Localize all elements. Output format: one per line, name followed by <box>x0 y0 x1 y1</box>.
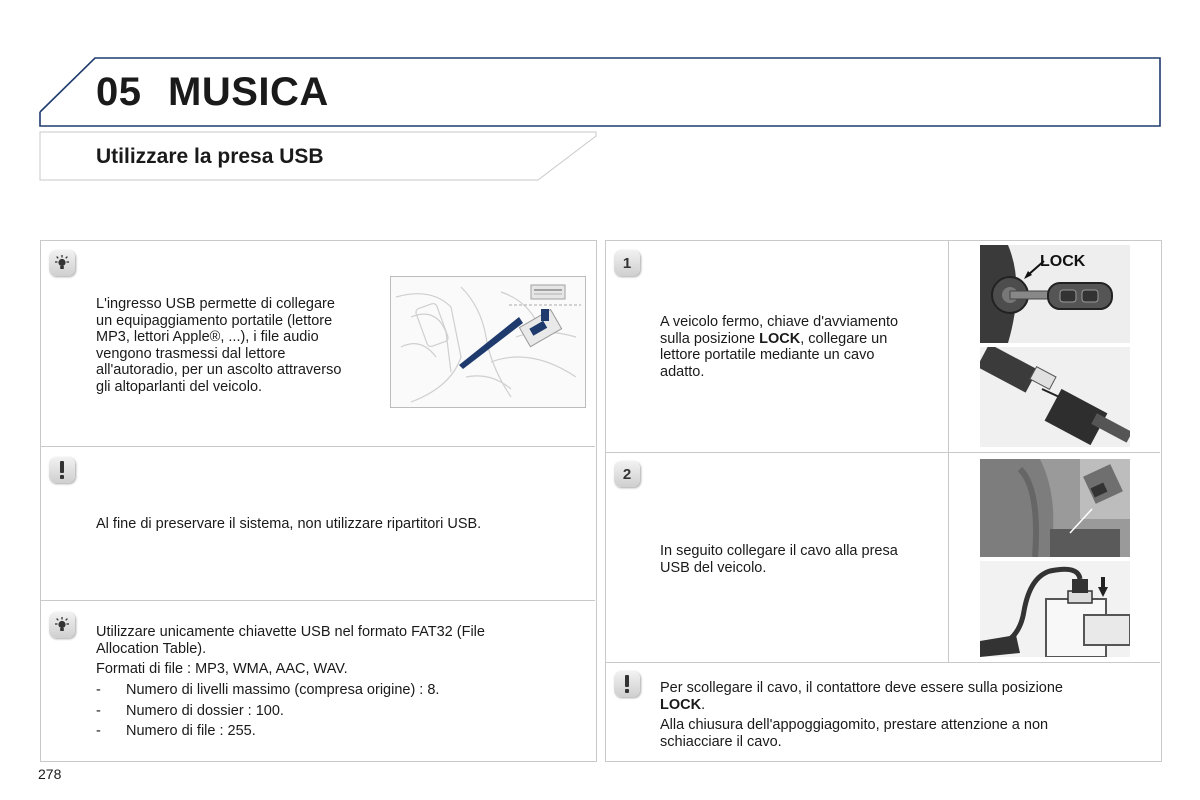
chapter-number: 05 <box>96 70 142 114</box>
step-1-badge: 1 <box>614 250 640 276</box>
step-2-text: In seguito collegare il cavo alla presa USB del veicolo. <box>660 543 898 576</box>
lightbulb-icon <box>49 612 75 638</box>
usb-console-illustration <box>390 276 586 408</box>
usb-plug-insert-image <box>980 561 1130 657</box>
tip-fat32-text: Utilizzare unicamente chiavette USB nel formato FAT32 (File Allocation Table). Formati di file : MP3, WMA, AAC, WAV. <box>96 624 485 677</box>
tip-usb-text: L'ingresso USB permette di collegare un equipaggiamento portatile (lettore MP3, lettori Apple®, ...), i file audio vengono trasmessi dal lettore all'autoradio, per un ascolto attraverso gli altoparlanti del veicolo. <box>96 296 342 395</box>
chapter-title: MUSICA <box>168 70 329 114</box>
exclamation-icon <box>49 457 75 483</box>
left-divider-2 <box>41 600 595 601</box>
right-divider-1 <box>606 452 1160 453</box>
step-1-text: A veicolo fermo, chiave d'avviamento sulla posizione LOCK, collegare un lettore portatile mediante un cavo adatto. <box>660 314 899 380</box>
step-2-badge: 2 <box>614 461 640 487</box>
section-title: Utilizzare la presa USB <box>96 145 324 168</box>
lightbulb-icon <box>49 250 75 276</box>
warning-usb-splitter-text: Al fine di preservare il sistema, non utilizzare ripartitori USB. <box>96 516 482 532</box>
list-item: - Numero di livelli massimo (compresa origine) : 8. <box>96 682 440 698</box>
list-item: - Numero di file : 255. <box>96 723 256 739</box>
file-limits-list <box>96 682 566 740</box>
right-divider-2 <box>606 662 1160 663</box>
usb-cable-connector-image <box>980 347 1130 447</box>
ignition-key-lock-image <box>980 245 1130 343</box>
page-number: 278 <box>38 766 62 782</box>
warning-disconnect-text: Per scollegare il cavo, il contattore deve essere sulla posizione LOCK. Alla chiusura dell'appoggiagomito, prestare attenzione a non schiacciare il cavo. <box>660 680 1063 750</box>
left-divider-1 <box>41 446 595 447</box>
svg-text:LOCK: LOCK <box>1040 253 1086 270</box>
armrest-usb-image <box>980 459 1130 557</box>
list-item: - Numero di dossier : 100. <box>96 702 284 719</box>
right-vertical-divider <box>948 241 949 662</box>
exclamation-icon <box>614 671 640 697</box>
